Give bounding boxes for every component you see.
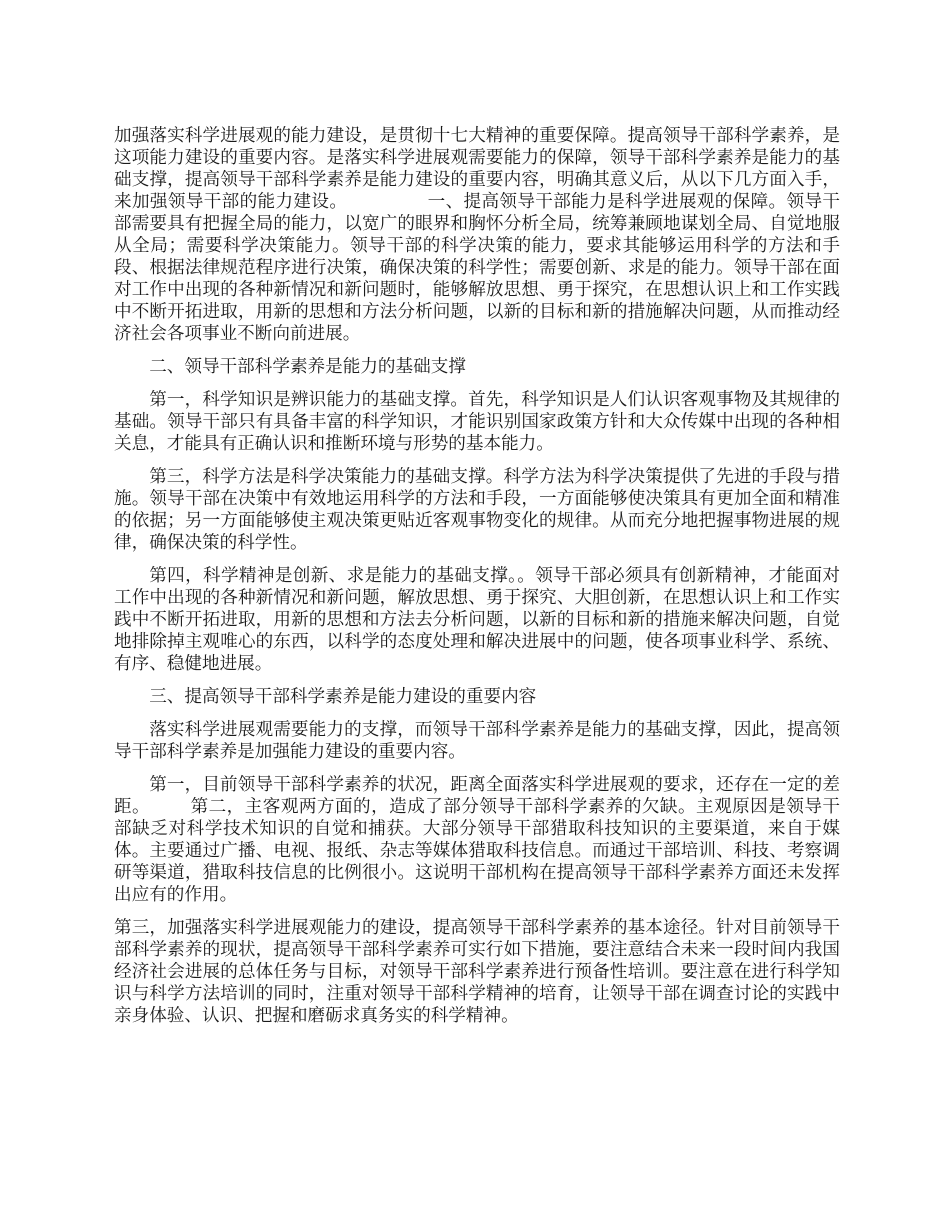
status-paragraph [114,774,840,906]
intro-text: 加强落实科学进展观的能力建设，是贯彻十七大精神的重要保障。提高领导干部科学素养，是这项能力建设的重要内容。是落实科学进展观需要能力的保障，领导干部科学素养是能力的基础支撑，提高领导干部科学素养是能力建设的重要内容，明确其意义后，从以下几方面入手，来加强领导干部的能力建设。 [114,126,840,212]
intro-paragraph [114,125,840,345]
status-text: 第一，目前领导干部科学素养的状况，距离全面落实科学进展观的要求，还存在一定的差距。 [114,775,840,817]
section-two-heading: 二、领导干部科学素养是能力的基础支撑 [149,357,466,377]
summary-paragraph: 落实科学进展观需要能力的支撑，而领导干部科学素养是能力的基础支撑，因此，提高领导干部科学素养是加强能力建设的重要内容。 [114,720,840,762]
causes-text: 第二，主客观两方面的，造成了部分领导干部科学素养的欠缺。主观原因是领导干部缺乏对科学技术知识的自觉和捕获。大部分领导干部猎取科技知识的主要渠道，来自于媒体。主要通过广播、电视、报纸、杂志等媒体猎取科技信息。而通过干部培训、科技、考察调研等渠道，猎取科技信息的比例很小。这说明干部机构在提高领导干部科学素养方面还未发挥出应有的作用。 [114,797,840,905]
section-three-heading: 三、提高领导干部科学素养是能力建设的重要内容 [149,687,537,707]
section-one-text: 一、提高领导干部能力是科学进展观的保障。领导干部需要具有把握全局的能力，以宽广的眼界和胸怀分析全局，统筹兼顾地谋划全局、自觉地服从全局；需要科学决策能力。领导干部的科学决策的能力，要求其能够运用科学的方法和手段、根据法律规范程序进行决策，确保决策的科学性；需要创新、求是的能力。领导干部在面对工作中出现的各种新情况和新问题时，能够解放思想、勇于探究，在思想认识上和工作实践中不断开拓进取，用新的思想和方法分析问题，以新的目标和新的措施解决问题，从而推动经济社会各项事业不断向前进展。 [114,192,840,344]
knowledge-paragraph: 第一，科学知识是辨识能力的基础支撑。首先，科学知识是人们认识客观事物及其规律的基础。领导干部只有具备丰富的科学知识，才能识别国家政策方针和大众传媒中出现的各种相关息，才能具有正确认识和推断环境与形势的基本能力。 [114,390,840,454]
method-paragraph: 第三，科学方法是科学决策能力的基础支撑。科学方法为科学决策提供了先进的手段与措施。领导干部在决策中有效地运用科学的方法和手段，一方面能够使决策具有更加全面和精准的依据；另一方面能够使主观决策更贴近客观事物变化的规律。从而充分地把握事物进展的规律，确保决策的科学性。 [114,467,840,553]
document-body [114,125,840,1038]
measures-paragraph: 第三，加强落实科学进展观能力的建设，提高领导干部科学素养的基本途径。针对目前领导干部科学素养的现状，提高领导干部科学素养可实行如下措施，要注意结合未来一段时间内我国经济社会进展的总体任务与目标，对领导干部科学素养进行预备性培训。要注意在进行科学知识与科学方法培训的同时，注重对领导干部科学精神的培育，让领导干部在调查讨论的实践中亲身体验、认识、把握和磨砺求真务实的科学精神。 [114,918,840,1026]
spirit-paragraph: 第四，科学精神是创新、求是能力的基础支撑。。领导干部必须具有创新精神，才能面对工作中出现的各种新情况和新问题，解放思想、勇于探究、大胆创新，在思想认识上和工作实践中不断开拓进取，用新的思想和方法去分析问题，以新的目标和新的措施来解决问题，自觉地排除掉主观唯心的东西，以科学的态度处理和解决进展中的问题，使各项事业科学、系统、有序、稳健地进展。 [114,566,840,674]
